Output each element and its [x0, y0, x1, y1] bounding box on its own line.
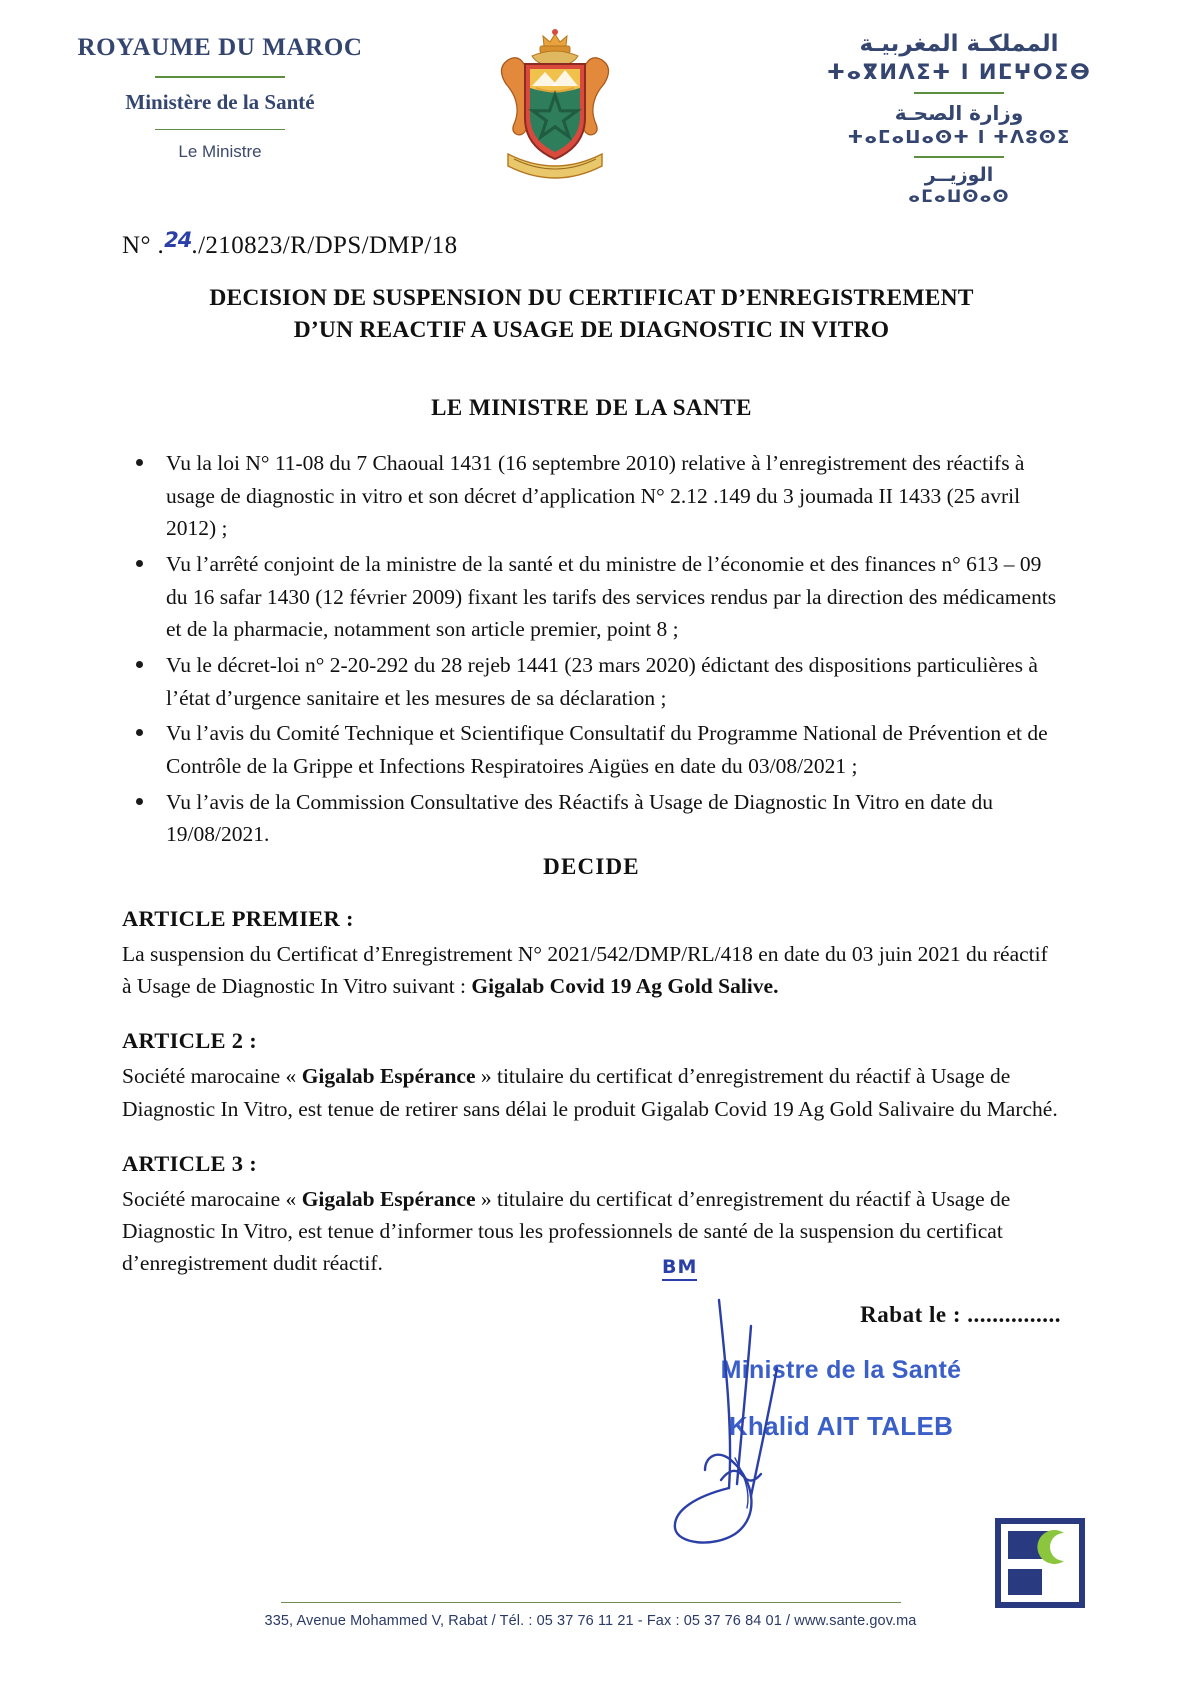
ministry-title-tifinagh: ⵜⴰⵎⴰⵡⴰⵙⵜ ⵏ ⵜⴷⵓⵙⵉ [847, 126, 1071, 148]
consideration-text: Vu l’avis de la Commission Consultative des Réactifs à Usage de Diagnostic In Vitro en date du 19/08/2021. [166, 789, 993, 847]
decide-keyword: DECIDE [543, 853, 640, 879]
consideration-item [122, 717, 1061, 782]
article-2-body-pre: Société marocaine « [122, 1064, 302, 1089]
document-title-line-2: D’UN REACTIF A USAGE DE DIAGNOSTIC IN VITRO [293, 317, 890, 344]
consideration-text: Vu l’avis du Comité Technique et Scientifique Consultatif du Programme National de Prévention et de Contrôle de la Grippe et Infections Respiratoires Aigües en date du 03/08/2021 ; [166, 721, 1048, 778]
consideration-item [122, 786, 1061, 851]
article-1-heading: ARTICLE PREMIER : [122, 905, 354, 931]
bullet-icon [136, 560, 143, 567]
article-1-product-name: Gigalab Covid 19 Ag Gold Salive. [471, 974, 779, 999]
footer-divider [281, 1602, 901, 1604]
article-2-body [122, 1060, 1061, 1125]
coat-of-arms-morocco-icon [470, 26, 640, 196]
kingdom-title-tifinagh: ⵜⴰⴳⵍⴷⵉⵜ ⵏ ⵍⵎⵖⵔⵉⴱ [826, 59, 1092, 84]
ministry-title-ar: وزارة الصحـة [894, 100, 1024, 125]
minister-role-fr: Le Ministre [178, 142, 262, 162]
considerations-list [122, 447, 1061, 851]
header-left-block [30, 34, 410, 162]
reference-number-line [122, 228, 1061, 260]
place-date-line: Rabat le : ............... [860, 1301, 1061, 1327]
document-title-line-1: DECISION DE SUSPENSION DU CERTIFICAT D’ENREGISTREMENT [209, 285, 974, 311]
reference-dots-right: . [191, 232, 199, 259]
reference-suffix: /210823/R/DPS/DMP/18 [198, 232, 458, 259]
decider-heading: LE MINISTRE DE LA SANTE [431, 394, 752, 420]
footer-address: 335, Avenue Mohammed V, Rabat / Tél. : 05 37 76 11 21 - Fax : 05 37 76 84 01 / www.sante.gov.ma [264, 1613, 917, 1629]
header-right-divider-2 [914, 156, 1004, 158]
reference-handwritten-number: 24 [164, 228, 192, 252]
header-right-block [799, 30, 1119, 209]
article-3-heading: ARTICLE 3 : [122, 1150, 258, 1176]
bullet-icon [136, 798, 143, 805]
article-3-body-pre: Société marocaine « [122, 1186, 302, 1211]
consideration-item [122, 649, 1061, 714]
document-footer [0, 1602, 1181, 1630]
article-2-company-name: Gigalab Espérance [301, 1064, 476, 1089]
article-3-company-name: Gigalab Espérance [301, 1186, 476, 1211]
bullet-icon [136, 729, 143, 736]
article-2-heading: ARTICLE 2 : [122, 1028, 258, 1054]
article-3-body-post: » titulaire du certificat d’enregistrement du réactif à Usage de Diagnostic In Vitro, est tenue d’informer tous les professionnels de santé de la suspension du certificat d’enregistrement dudit réactif. [122, 1186, 1011, 1276]
header-divider-2 [155, 129, 285, 131]
consideration-text: Vu l’arrêté conjoint de la ministre de la santé et du ministre de l’économie et des finances n° 613 – 09 du 16 safar 1430 (12 février 2009) fixant les tarifs des services rendus par la direction des médicaments et de la pharmacie, notamment son article premier, point 8 ; [166, 551, 1057, 642]
consideration-text: Vu la loi N° 11-08 du 7 Chaoual 1431 (16 septembre 2010) relative à l’enregistrement des réactifs à usage de diagnostic in vitro et son décret d’application N° 2.12 .149 du 3 joumada II 1433 (25 avril 2012) ; [166, 450, 1025, 541]
ministry-of-health-logo-icon [994, 1517, 1086, 1609]
reference-prefix: N° [122, 232, 151, 259]
document-header [0, 0, 1181, 210]
document-title [122, 282, 1061, 347]
minister-role-ar: الوزيــر [924, 163, 994, 186]
article-3-body [122, 1183, 1061, 1280]
article-1-body-pre: La suspension du Certificat d’Enregistrement N° 2021/542/DMP/RL/418 en date du 03 juin 2021 du réactif à Usage de Diagnostic In Vitro suivant : [122, 941, 1048, 999]
article-1-body [122, 938, 1061, 1003]
signature-block [122, 1255, 1061, 1528]
header-divider-1 [155, 76, 285, 78]
ministry-title-fr: Ministère de la Santé [125, 89, 315, 114]
consideration-text: Vu le décret-loi n° 2-20-292 du 28 rejeb 1441 (23 mars 2020) édictant des dispositions particulières à l’état d’urgence sanitaire et les mesures de sa déclaration ; [166, 652, 1038, 710]
minister-role-tifinagh: ⴰⵎⴰⵡⵙⴰⵙ [908, 187, 1010, 208]
document-body [0, 228, 1181, 1528]
header-right-divider-1 [914, 92, 1004, 94]
reference-dots-left: . [157, 232, 165, 259]
handwritten-initials-mark: BM [662, 1256, 697, 1281]
kingdom-title-fr: ROYAUME DU MAROC [77, 34, 363, 61]
consideration-item [122, 548, 1061, 646]
consideration-item [122, 447, 1061, 545]
article-2-body-post: » titulaire du certificat d’enregistrement du réactif à Usage de Diagnostic In Vitro, est tenue de retirer sans délai le produit Gigalab Covid 19 Ag Gold Salivaire du Marché. [122, 1064, 1058, 1121]
minister-stamp [691, 1356, 991, 1442]
bullet-icon [136, 459, 143, 466]
bullet-icon [136, 661, 143, 668]
minister-stamp-name: Khalid AIT TALEB [728, 1410, 954, 1441]
kingdom-title-ar: المملكـة المغربيـة [859, 31, 1059, 57]
minister-stamp-title: Ministre de la Santé [720, 1355, 962, 1384]
